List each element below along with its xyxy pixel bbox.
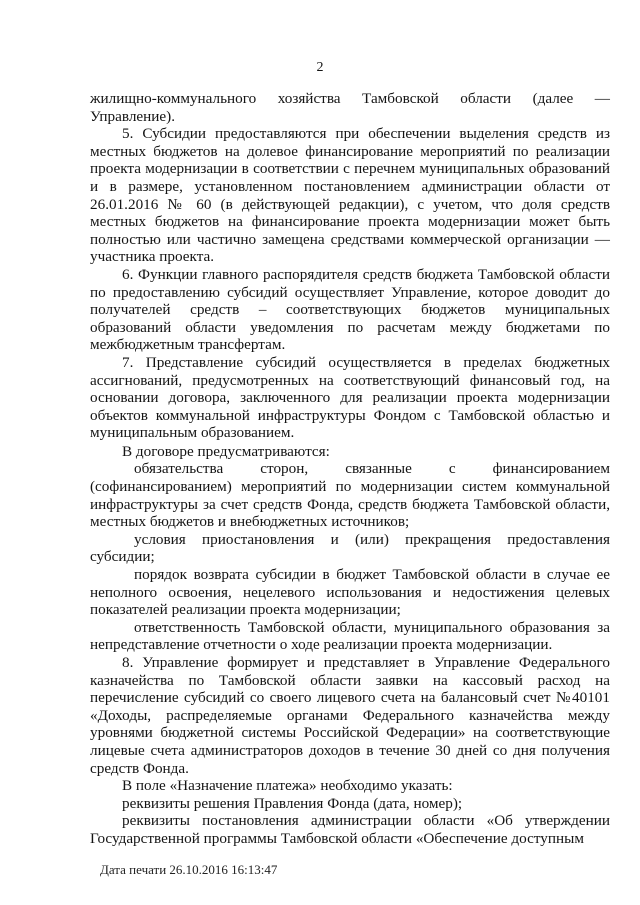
list-item: реквизиты постановления администрации области «Об утверждении Государственной программы Тамбовской области «Обеспечение доступным: [90, 812, 610, 847]
print-date-footer: Дата печати 26.10.2016 16:13:47: [100, 862, 278, 877]
list-item: обязательства сторон, связанные с финансированием (софинансированием) мероприятий по модернизации систем коммунальной инфраструктуры за счет средств Фонда, средств бюджета Тамбовской области, местных бюджетов и внебюджетных источников;: [90, 460, 610, 531]
list-item: реквизиты решения Правления Фонда (дата, номер);: [122, 794, 463, 812]
paragraph: В договоре предусматриваются:: [122, 442, 330, 460]
paragraph: 6. Функции главного распорядителя средств бюджета Тамбовской области по предоставлению субсидий осуществляет Управление, которое доводит до получателей средств – соответствующих бюджетов муниципальных образований области уведомления по расчетам между бюджетами по межбюджетным трансфертам.: [90, 265, 610, 354]
paragraph: 5. Субсидии предоставляются при обеспечении выделения средств из местных бюджетов на долевое финансирование мероприятий по реализации проекта модернизации в соответствии с перечнем муниципальных образований и в размере, установленном постановлением администрации области от 26.01.2016 № 60 (в действующей редакции), с учетом, что доля средств местных бюджетов на финансирование проекта модернизации может быть полностью или частично замещена средствами коммерческой организации — участника проекта.: [90, 125, 610, 266]
list-item: ответственность Тамбовской области, муниципального образования за непредставление отчетности о ходе реализации проекта модернизации.: [90, 618, 610, 654]
paragraph: 7. Представление субсидий осуществляется в пределах бюджетных ассигнований, предусмотренных на соответствующий финансовый год, на основании договора, заключенного для реализации проекта модернизации объектов коммунальной инфраструктуры Фондом с Тамбовской областью и муниципальным образованием.: [90, 353, 610, 442]
list-item: порядок возврата субсидии в бюджет Тамбовской области в случае ее неполного освоения, нецелевого использования и недостижения целевых показателей реализации проекта модернизации;: [90, 566, 610, 619]
paragraph: 8. Управление формирует и представляет в Управление Федерального казначейства по Тамбовской области заявки на кассовый расход на перечисление субсидий со своего лицевого счета на балансовый счет №40101 «Доходы, распределяемые органами Федерального казначейства между уровнями бюджетной системы Российской Федерации» на соответствующие лицевые счета администраторов доходов в течение 30 дней со дня получения средств Фонда.: [90, 654, 610, 777]
page-number: 2: [316, 60, 324, 75]
paragraph: жилищно-коммунального хозяйства Тамбовской области (далее — Управление).: [90, 90, 610, 125]
document-body: [90, 90, 610, 848]
paragraph: В поле «Назначение платежа» необходимо указать:: [122, 777, 453, 795]
list-item: условия приостановления и (или) прекращения предоставления субсидии;: [90, 530, 610, 566]
